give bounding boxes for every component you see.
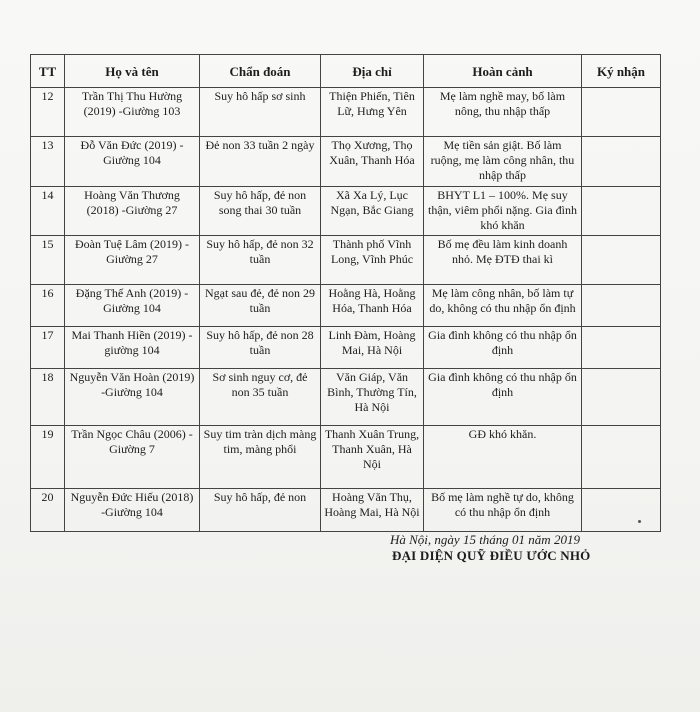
cell-name: Nguyễn Văn Hoàn (2019) -Giường 104 <box>65 369 200 426</box>
table-row <box>31 137 661 187</box>
table-row <box>31 426 661 489</box>
header-situation: Hoàn cảnh <box>424 55 582 88</box>
patient-table <box>30 54 661 532</box>
table-row <box>31 327 661 369</box>
cell-diagnosis: Suy hô hấp sơ sinh <box>200 88 321 137</box>
table-row <box>31 236 661 285</box>
cell-signature <box>582 187 661 236</box>
cell-name: Hoàng Văn Thương (2018) -Giường 27 <box>65 187 200 236</box>
cell-signature <box>582 285 661 327</box>
cell-name: Trần Thị Thu Hường (2019) -Giường 103 <box>65 88 200 137</box>
cell-tt: 13 <box>31 137 65 187</box>
cell-diagnosis: Suy hô hấp, đẻ non 28 tuần <box>200 327 321 369</box>
cell-tt: 18 <box>31 369 65 426</box>
cell-signature <box>582 88 661 137</box>
cell-tt: 12 <box>31 88 65 137</box>
cell-signature <box>582 327 661 369</box>
cell-address: Thọ Xương, Thọ Xuân, Thanh Hóa <box>321 137 424 187</box>
cell-name: Đỗ Văn Đức (2019) -Giường 104 <box>65 137 200 187</box>
cell-name: Đặng Thế Anh (2019) -Giường 104 <box>65 285 200 327</box>
cell-signature <box>582 426 661 489</box>
cell-address: Linh Đàm, Hoàng Mai, Hà Nội <box>321 327 424 369</box>
cell-situation: Mẹ tiền sản giật. Bố làm ruộng, mẹ làm công nhân, thu nhập thấp <box>424 137 582 187</box>
table-row <box>31 369 661 426</box>
cell-tt: 20 <box>31 489 65 532</box>
cell-situation: Bố mẹ làm nghề tự do, không có thu nhập ổn định <box>424 489 582 532</box>
signature-title: ĐẠI DIỆN QUỸ ĐIỀU ƯỚC NHỎ <box>392 548 591 563</box>
table-row <box>31 489 661 532</box>
cell-diagnosis: Sơ sinh nguy cơ, đẻ non 35 tuần <box>200 369 321 426</box>
cell-diagnosis: Suy tim tràn dịch màng tim, màng phổi <box>200 426 321 489</box>
header-address: Địa chỉ <box>321 55 424 88</box>
cell-signature <box>582 489 661 532</box>
cell-signature <box>582 236 661 285</box>
cell-diagnosis: Suy hô hấp, đẻ non 32 tuần <box>200 236 321 285</box>
header-diagnosis: Chẩn đoán <box>200 55 321 88</box>
cell-signature <box>582 369 661 426</box>
cell-tt: 17 <box>31 327 65 369</box>
cell-name: Mai Thanh Hiền (2019) -giường 104 <box>65 327 200 369</box>
cell-address: Thiện Phiến, Tiên Lữ, Hưng Yên <box>321 88 424 137</box>
cell-address: Thanh Xuân Trung, Thanh Xuân, Hà Nội <box>321 426 424 489</box>
cell-address: Xã Xa Lý, Lục Ngạn, Bắc Giang <box>321 187 424 236</box>
cell-diagnosis: Suy hô hấp, đẻ non <box>200 489 321 532</box>
cell-tt: 15 <box>31 236 65 285</box>
header-signature: Ký nhận <box>582 55 661 88</box>
signing-date: Hà Nội, ngày 15 tháng 01 năm 2019 <box>390 532 580 547</box>
cell-situation: Bố mẹ đều làm kinh doanh nhỏ. Mẹ ĐTĐ thai kì <box>424 236 582 285</box>
cell-situation: Gia đình không có thu nhập ổn định <box>424 369 582 426</box>
cell-situation: Gia đình không có thu nhập ổn định <box>424 327 582 369</box>
cell-tt: 14 <box>31 187 65 236</box>
cell-tt: 16 <box>31 285 65 327</box>
table-row <box>31 187 661 236</box>
cell-diagnosis: Suy hô hấp, đẻ non song thai 30 tuần <box>200 187 321 236</box>
table-header-row <box>31 55 661 88</box>
cell-address: Văn Giáp, Văn Bình, Thường Tín, Hà Nội <box>321 369 424 426</box>
cell-tt: 19 <box>31 426 65 489</box>
cell-situation: BHYT L1 – 100%. Mẹ suy thận, viêm phổi nặng. Gia đình khó khăn <box>424 187 582 236</box>
cell-address: Thành phố Vĩnh Long, Vĩnh Phúc <box>321 236 424 285</box>
header-name: Họ và tên <box>65 55 200 88</box>
header-tt: TT <box>31 55 65 88</box>
cell-name: Đoàn Tuệ Lâm (2019) -Giường 27 <box>65 236 200 285</box>
cell-situation: Mẹ làm công nhân, bố làm tự do, không có thu nhập ổn định <box>424 285 582 327</box>
cell-address: Hoằng Hà, Hoằng Hóa, Thanh Hóa <box>321 285 424 327</box>
cell-situation: GĐ khó khăn. <box>424 426 582 489</box>
table-row <box>31 285 661 327</box>
cell-diagnosis: Ngạt sau đẻ, đẻ non 29 tuần <box>200 285 321 327</box>
cell-name: Trần Ngọc Châu (2006) -Giường 7 <box>65 426 200 489</box>
cell-signature <box>582 137 661 187</box>
cell-diagnosis: Đẻ non 33 tuần 2 ngày <box>200 137 321 187</box>
cell-situation: Mẹ làm nghề may, bố làm nông, thu nhập thấp <box>424 88 582 137</box>
cell-name: Nguyễn Đức Hiếu (2018) -Giường 104 <box>65 489 200 532</box>
table-row <box>31 88 661 137</box>
scan-speck <box>638 520 641 523</box>
cell-address: Hoàng Văn Thụ, Hoàng Mai, Hà Nội <box>321 489 424 532</box>
